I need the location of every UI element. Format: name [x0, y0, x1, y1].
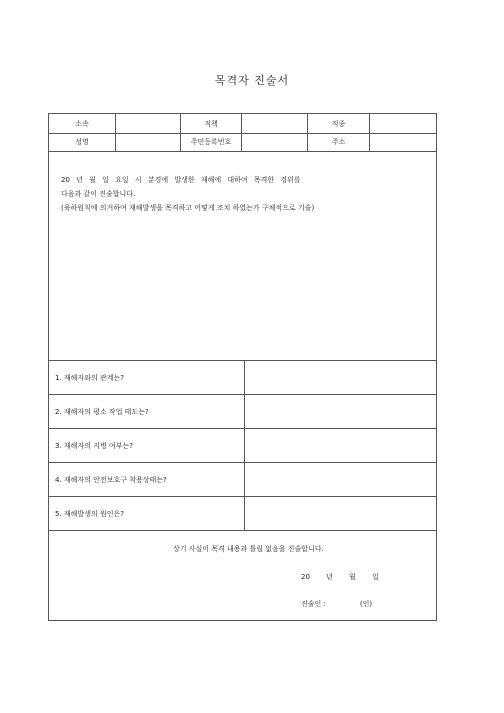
signature-date[interactable]: 20 년 월 일 — [301, 573, 379, 581]
signer-line — [301, 599, 372, 609]
label-resident-number: 주민등록번호 — [181, 133, 242, 151]
label-job-type: 직종 — [308, 114, 370, 133]
answer-field-protective-gear[interactable] — [245, 463, 436, 496]
question-relationship: 1. 재해자와의 관계는? — [49, 361, 245, 394]
label-name: 성명 — [49, 133, 116, 151]
statement-form — [48, 113, 437, 621]
statement-intro-line1: 20 년 월 일 요일 시 분경에 발생한 재해에 대하여 목격한 경위를 — [61, 176, 301, 184]
question-row — [49, 395, 436, 429]
label-affiliation: 소속 — [49, 114, 116, 133]
question-work-attitude: 2. 재해자의 평소 작업 태도는? — [49, 395, 245, 428]
closing-declaration: 상기 사실이 목격 내용과 틀림 없음을 진술합니다. — [173, 545, 324, 553]
signer-label: 진술인 : — [301, 600, 326, 608]
field-affiliation[interactable] — [116, 114, 181, 133]
question-row — [49, 463, 436, 497]
question-cause: 5. 재해발생의 원인은? — [49, 497, 245, 530]
question-row — [49, 429, 436, 463]
question-illness: 3. 재해자의 지병 여부는? — [49, 429, 245, 462]
question-row — [49, 361, 436, 395]
field-name[interactable] — [116, 133, 181, 151]
field-resident-number[interactable] — [242, 133, 308, 151]
header-row-affiliation — [49, 114, 436, 134]
question-row — [49, 497, 436, 531]
header-row-name — [49, 133, 436, 152]
field-job-type[interactable] — [370, 114, 436, 133]
statement-intro-line2: 다음과 같이 진술합니다. — [61, 190, 136, 198]
question-protective-gear: 4. 재해자의 안전보호구 착용상태는? — [49, 463, 245, 496]
answer-field-illness[interactable] — [245, 429, 436, 462]
answer-field-work-attitude[interactable] — [245, 395, 436, 428]
document-title: 목격자 진술서 — [214, 74, 290, 87]
question-list — [49, 361, 436, 531]
field-address[interactable] — [370, 133, 436, 151]
field-position[interactable] — [242, 114, 308, 133]
answer-field-cause[interactable] — [245, 497, 436, 530]
seal-mark[interactable]: (인) — [359, 600, 373, 608]
answer-field-relationship[interactable] — [245, 361, 436, 394]
statement-area[interactable] — [49, 152, 436, 361]
label-address: 주소 — [308, 133, 370, 151]
label-position: 직책 — [181, 114, 242, 133]
statement-instruction: (육하원칙에 의거하여 재해발생을 목격하고 어떻게 조치 하였는가 구체적으로 기술) — [61, 204, 315, 212]
